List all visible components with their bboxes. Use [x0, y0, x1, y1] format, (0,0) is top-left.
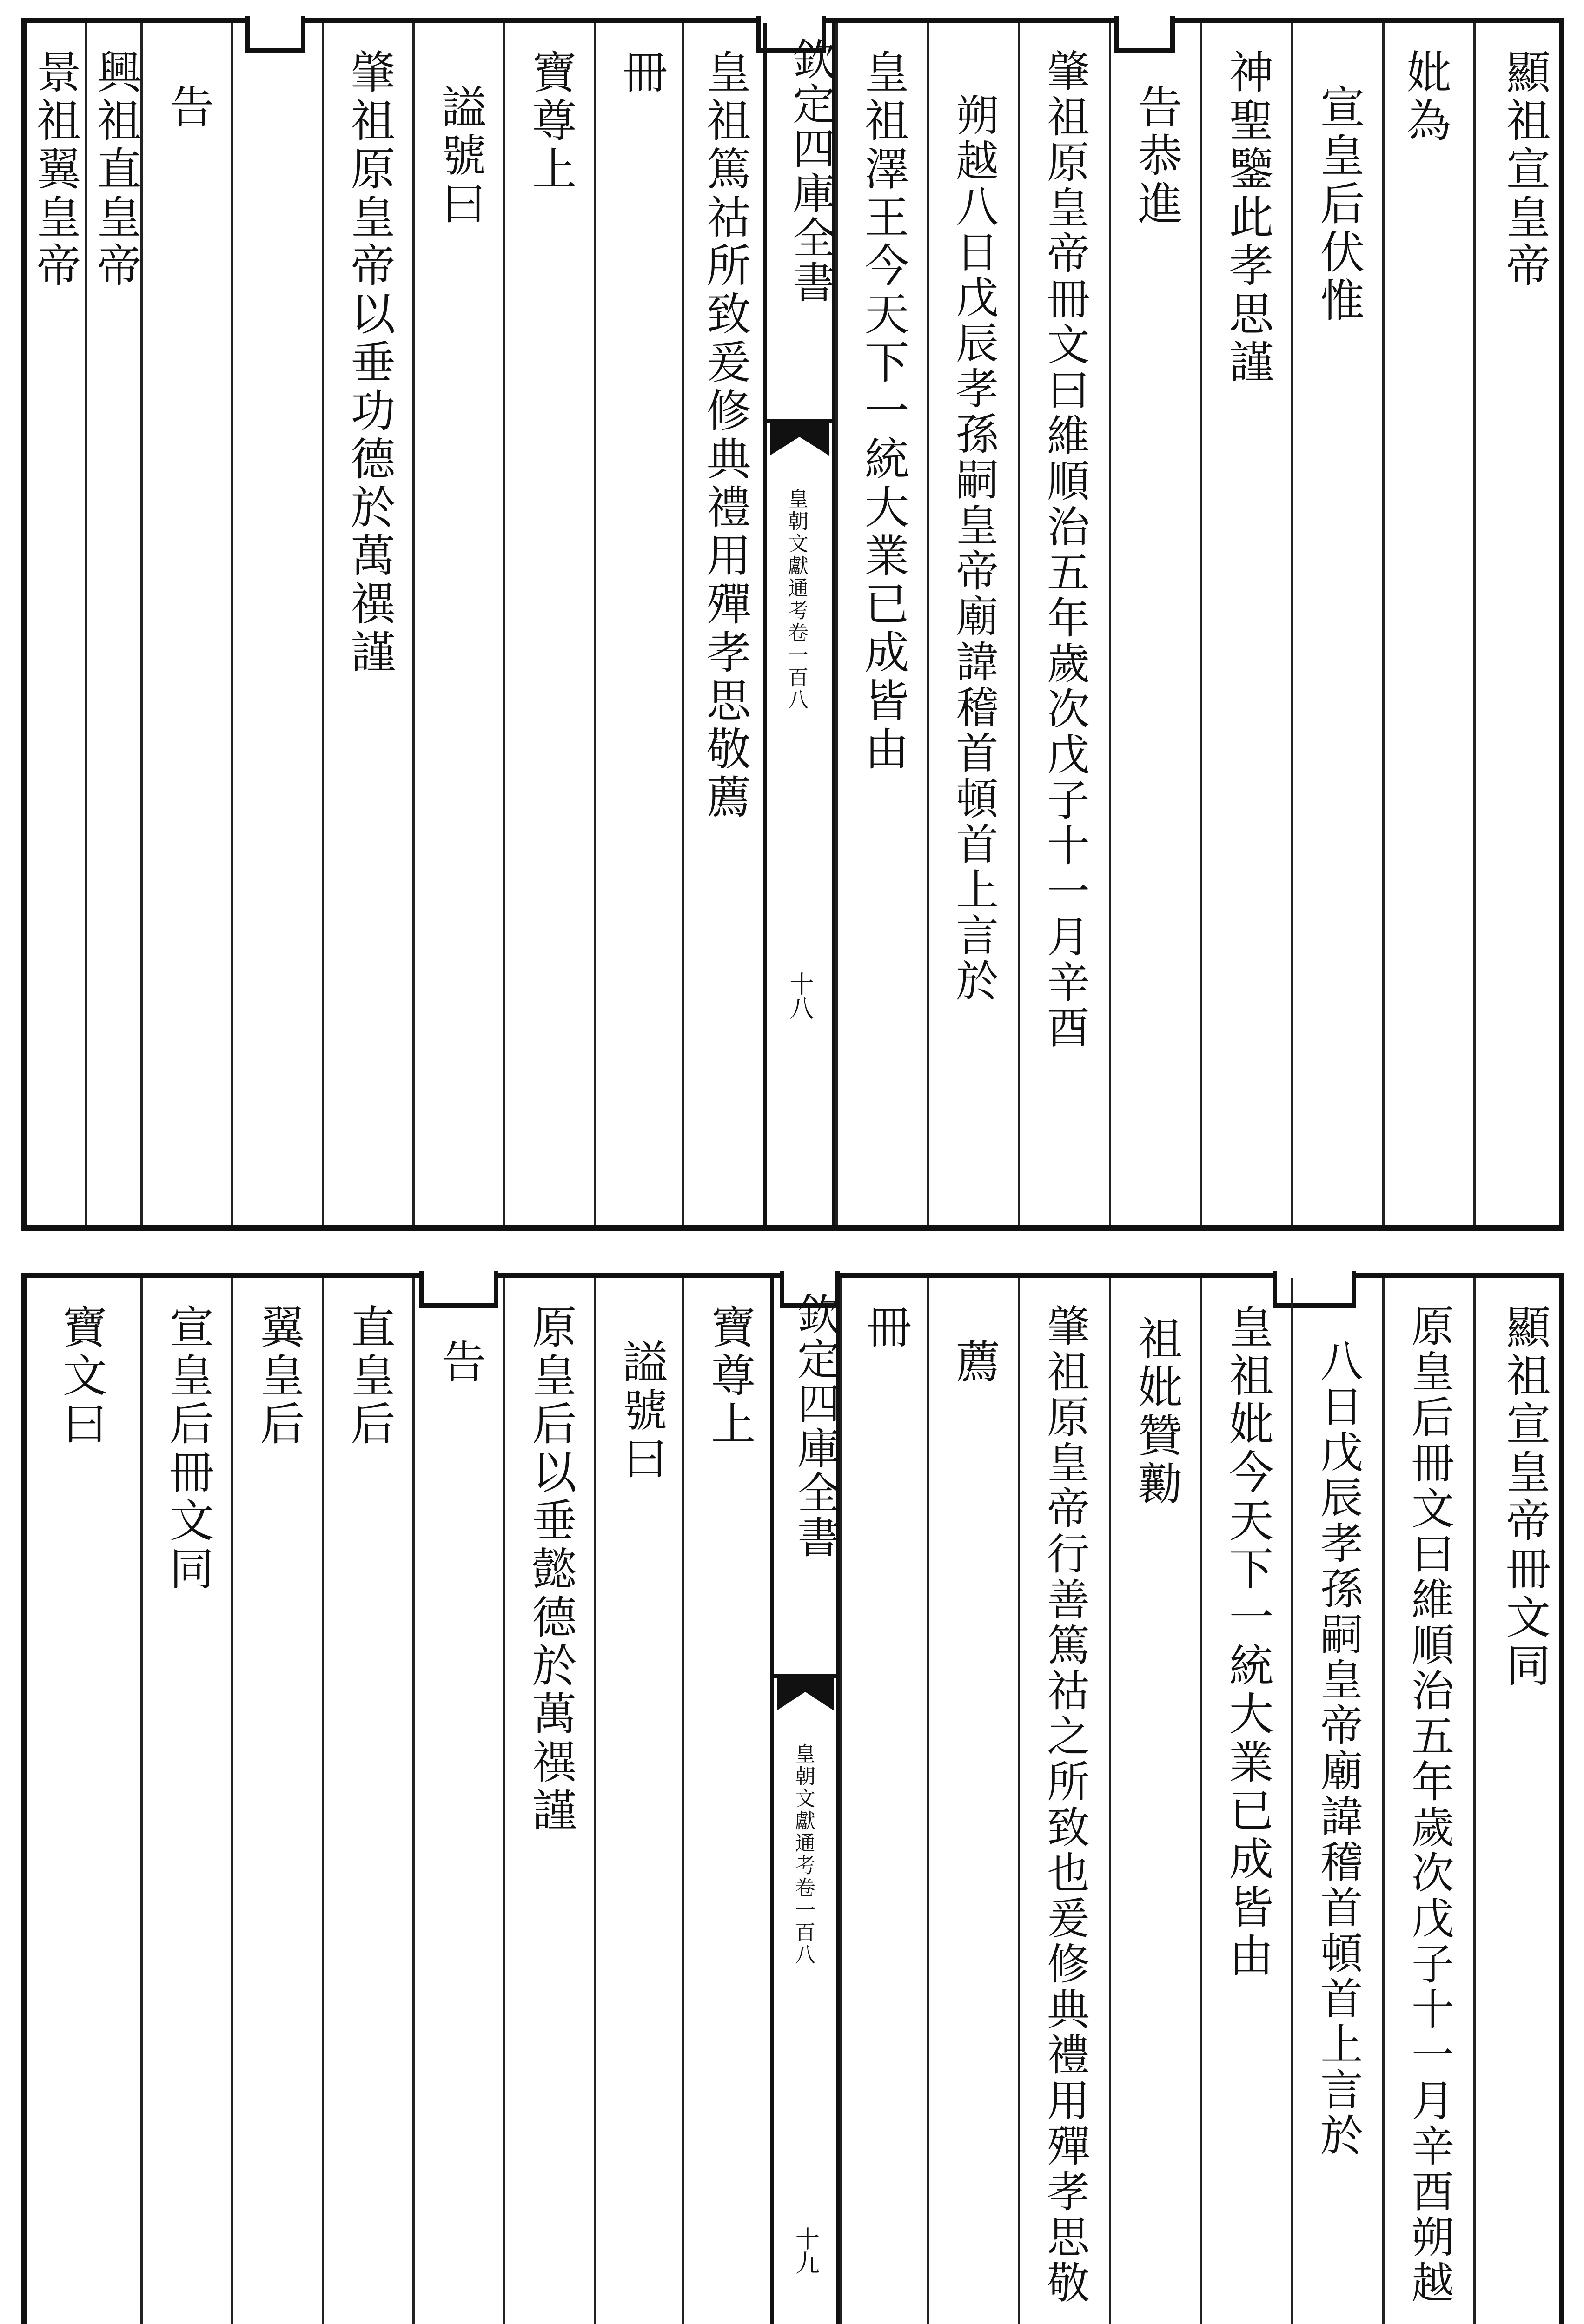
text-column: 直皇后 [344, 1304, 396, 1449]
bottom-col-r8 [840, 1278, 927, 2324]
bottom-col-r4 [1200, 1278, 1291, 2324]
bottom-col-l3 [503, 1278, 594, 2324]
top-col-l9 [27, 23, 85, 1225]
bottom-col-r1 [1473, 1278, 1564, 2324]
bottom-col-r2 [1382, 1278, 1473, 2324]
text-column: 冊 [616, 49, 668, 97]
bottom-col-r3 [1291, 1278, 1382, 2324]
folio-number: 十八 [785, 971, 813, 1020]
bottom-page [21, 1273, 1564, 2324]
text-column: 神聖鑒此孝思謹 [1222, 49, 1274, 387]
top-page [21, 18, 1564, 1231]
top-col-l4 [412, 23, 503, 1225]
text-column: 謚號曰 [434, 84, 486, 229]
top-col-r4 [1200, 23, 1291, 1225]
top-col-r7 [927, 23, 1018, 1225]
top-col-r8 [835, 23, 927, 1225]
text-column: 寶文曰 [55, 1304, 107, 1449]
text-column: 肇祖原皇帝行善篤祜之所致也爰修典禮用殫孝思敬 [1040, 1304, 1090, 2306]
text-column: 寶尊上 [525, 49, 577, 194]
text-column: 八日戊辰孝孫嗣皇帝廟諱稽首頓首上言於 [1313, 1339, 1363, 2159]
folio-number: 十九 [791, 2226, 819, 2275]
top-col-l1 [682, 23, 763, 1225]
bottom-col-r6 [1018, 1278, 1109, 2324]
book-title: 欽定四庫全書 [786, 37, 835, 305]
volume-info: 皇朝文獻通考卷一百八 [784, 488, 808, 711]
text-column: 肇祖原皇帝冊文曰維順治五年歲次戊子十一月辛酉 [1040, 49, 1090, 1051]
bottom-col-l4 [412, 1278, 503, 2324]
text-column: 皇祖澤王今天下一統大業已成皆由 [857, 49, 909, 774]
text-column: 告恭進 [1131, 84, 1183, 229]
top-col-r1 [1473, 23, 1564, 1225]
bottom-col-r5 [1109, 1278, 1200, 2324]
bottom-col-l6 [231, 1278, 322, 2324]
top-col-l2 [594, 23, 682, 1225]
text-column: 朔越八日戊辰孝孫嗣皇帝廟諱稽首頓首上言於 [949, 93, 999, 1004]
text-column: 景祖翼皇帝 [29, 49, 81, 290]
volume-info: 皇朝文獻通考卷一百八 [791, 1743, 815, 1966]
text-column: 原皇后以垂懿德於萬禩謹 [525, 1304, 577, 1835]
top-col-r3 [1291, 23, 1382, 1225]
text-column: 妣為 [1399, 49, 1451, 145]
text-column: 皇祖篤祜所致爰修典禮用殫孝思敬薦 [699, 49, 751, 822]
top-col-r2 [1382, 23, 1473, 1225]
text-column: 翼皇后 [253, 1304, 305, 1449]
book-title: 欽定四庫全書 [790, 1292, 840, 1560]
bottom-col-l8 [27, 1278, 140, 2324]
text-column: 顯祖宣皇帝 [1499, 49, 1551, 290]
text-column: 原皇后冊文曰維順治五年歲次戊子十一月辛酉朔越 [1405, 1304, 1454, 2306]
text-column: 肇祖原皇帝以垂功德於萬禩謹 [344, 49, 396, 677]
top-col-l7 [140, 23, 231, 1225]
bottom-col-r7 [927, 1278, 1018, 2324]
text-column: 祖妣贊勷 [1131, 1315, 1183, 1509]
bottom-col-l1 [682, 1278, 770, 2324]
text-column: 宣皇后伏惟 [1313, 84, 1365, 325]
text-column: 告 [162, 84, 214, 132]
fish-tail-icon [777, 1678, 834, 1710]
text-column: 皇祖妣今天下一統大業已成皆由 [1222, 1304, 1274, 1981]
top-col-l5 [322, 23, 412, 1225]
text-column: 謚號曰 [616, 1339, 668, 1484]
text-column: 寶尊上 [704, 1304, 756, 1449]
text-column: 冊 [860, 1304, 912, 1352]
top-center-strip [763, 23, 835, 1225]
fish-tail-icon [770, 423, 829, 456]
top-col-l6 [231, 23, 322, 1225]
top-col-r5 [1109, 23, 1200, 1225]
top-col-r6 [1018, 23, 1109, 1225]
text-column: 告 [434, 1339, 486, 1387]
text-column: 薦 [948, 1339, 1001, 1387]
bottom-col-l7 [140, 1278, 231, 2324]
top-col-l3 [503, 23, 594, 1225]
text-column: 顯祖宣皇帝冊文同 [1499, 1304, 1551, 1690]
bottom-center-strip [770, 1278, 840, 2324]
top-col-l8 [85, 23, 140, 1225]
bottom-col-l2 [594, 1278, 682, 2324]
text-column: 興祖直皇帝 [90, 49, 142, 290]
bottom-col-l5 [322, 1278, 412, 2324]
text-column: 宣皇后冊文同 [162, 1304, 214, 1594]
